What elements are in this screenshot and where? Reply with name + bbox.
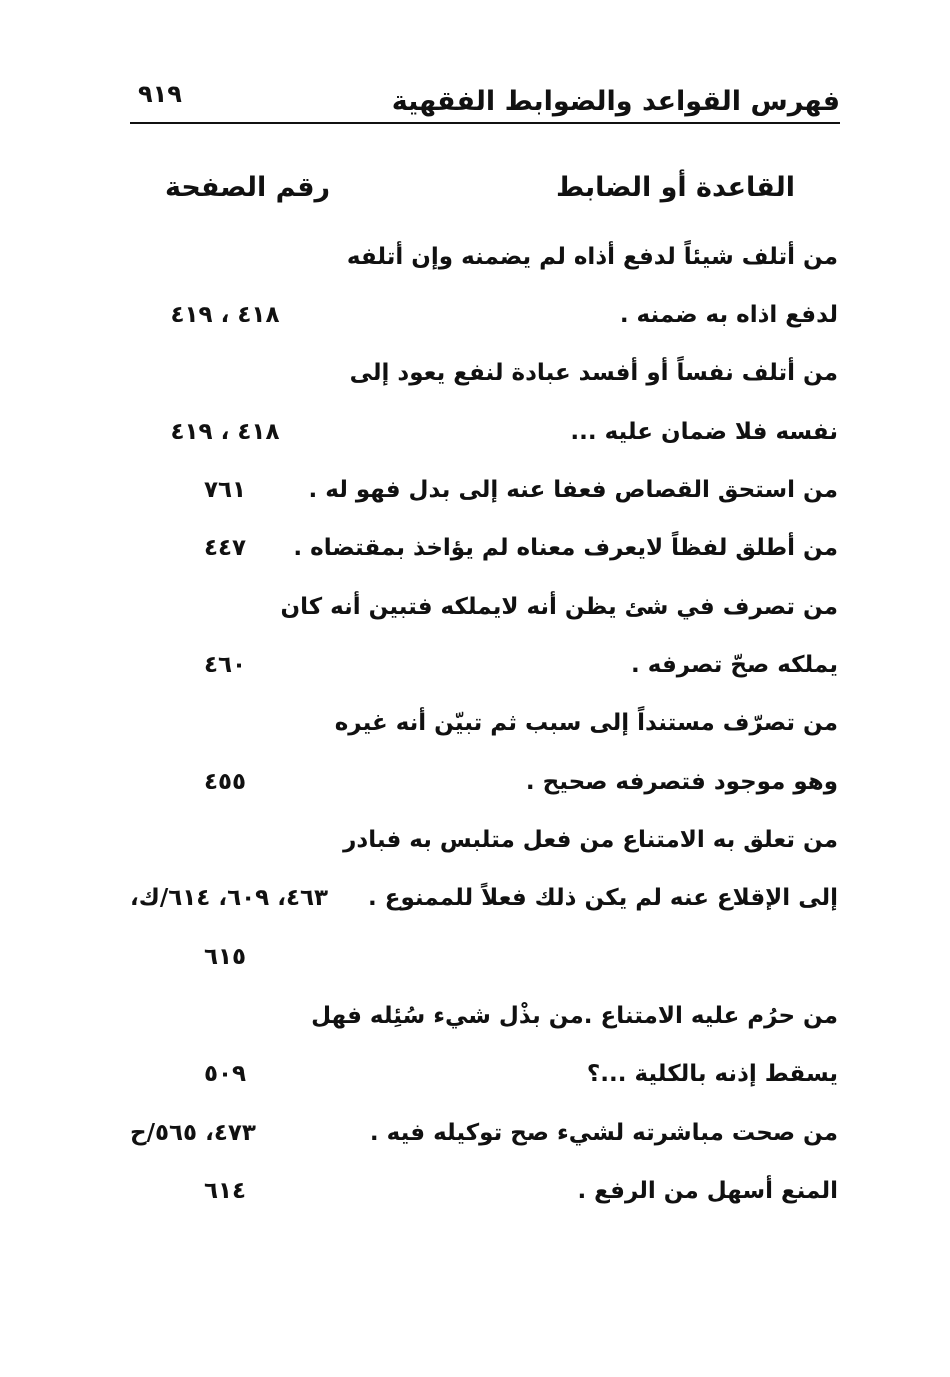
entry-text: يملكه صحّ تصرفه . bbox=[631, 652, 838, 678]
entry-text: إلى الإقلاع عنه لم يكن ذلك فعلاً للممنوع . bbox=[367, 885, 838, 911]
page-number: ٩١٩ bbox=[138, 80, 182, 108]
entry-text: يسقط إذنه بالكلية ...؟ bbox=[586, 1061, 838, 1087]
entry-page-ref: ٤٦٣، ٦٠٩، ٦١٤/ك، bbox=[130, 885, 329, 911]
entry-text: من أتلف شيئاً لدفع أذاه لم يضمنه وإن أتلفه bbox=[346, 244, 838, 270]
entry-page-ref: ٦١٤ bbox=[203, 1178, 247, 1204]
entry-text: من تصرف في شئ يظن أنه لايملكه فتبين أنه كان bbox=[280, 594, 838, 620]
entry-page-ref: ٤٧٣، ٥٦٥/ح bbox=[130, 1120, 256, 1146]
column-heading-rule: القاعدة أو الضابط bbox=[556, 172, 795, 203]
entry-page-ref: ٤٤٧ bbox=[203, 535, 247, 561]
entry-text: نفسه فلا ضمان عليه ... bbox=[570, 419, 838, 445]
column-heading-page: رقم الصفحة bbox=[165, 172, 331, 203]
entry-page-ref: ٤١٨ ، ٤١٩ bbox=[170, 419, 280, 445]
entry-text: من أتلف نفساً أو أفسد عبادة لنفع يعود إلى bbox=[349, 360, 838, 386]
entry-text: من تعلق به الامتناع من فعل متلبس به فبادر bbox=[343, 827, 838, 853]
entry-text: من استحق القصاص فعفا عنه إلى بدل فهو له . bbox=[308, 477, 838, 503]
entry-page-ref: ٥٠٩ bbox=[203, 1061, 247, 1087]
entry-text: المنع أسهل من الرفع . bbox=[577, 1178, 838, 1204]
entry-text: من أطلق لفظاً لايعرف معناه لم يؤاخذ بمقتضاه . bbox=[293, 535, 838, 561]
entry-text: من حرُم عليه الامتناع .من بذْل شيء سُئِله فهل bbox=[311, 1003, 838, 1029]
page-header bbox=[130, 78, 840, 124]
entry-text: لدفع اذاه به ضمنه . bbox=[619, 302, 838, 328]
entry-text: وهو موجود فتصرفه صحيح . bbox=[525, 769, 838, 795]
entry-text: من صحت مباشرته لشيء صح توكيله فيه . bbox=[369, 1120, 838, 1146]
entry-page-ref: ٤٥٥ bbox=[203, 769, 247, 795]
entry-page-ref: ٦١٥ bbox=[203, 944, 247, 970]
entry-text: من تصرّف مستنداً إلى سبب ثم تبيّن أنه غيره bbox=[334, 710, 838, 736]
entry-page-ref: ٤٦٠ bbox=[203, 652, 247, 678]
entry-page-ref: ٧٦١ bbox=[203, 477, 247, 503]
header-title: فهرس القواعد والضوابط الفقهية bbox=[391, 86, 840, 117]
entry-page-ref: ٤١٨ ، ٤١٩ bbox=[170, 302, 280, 328]
